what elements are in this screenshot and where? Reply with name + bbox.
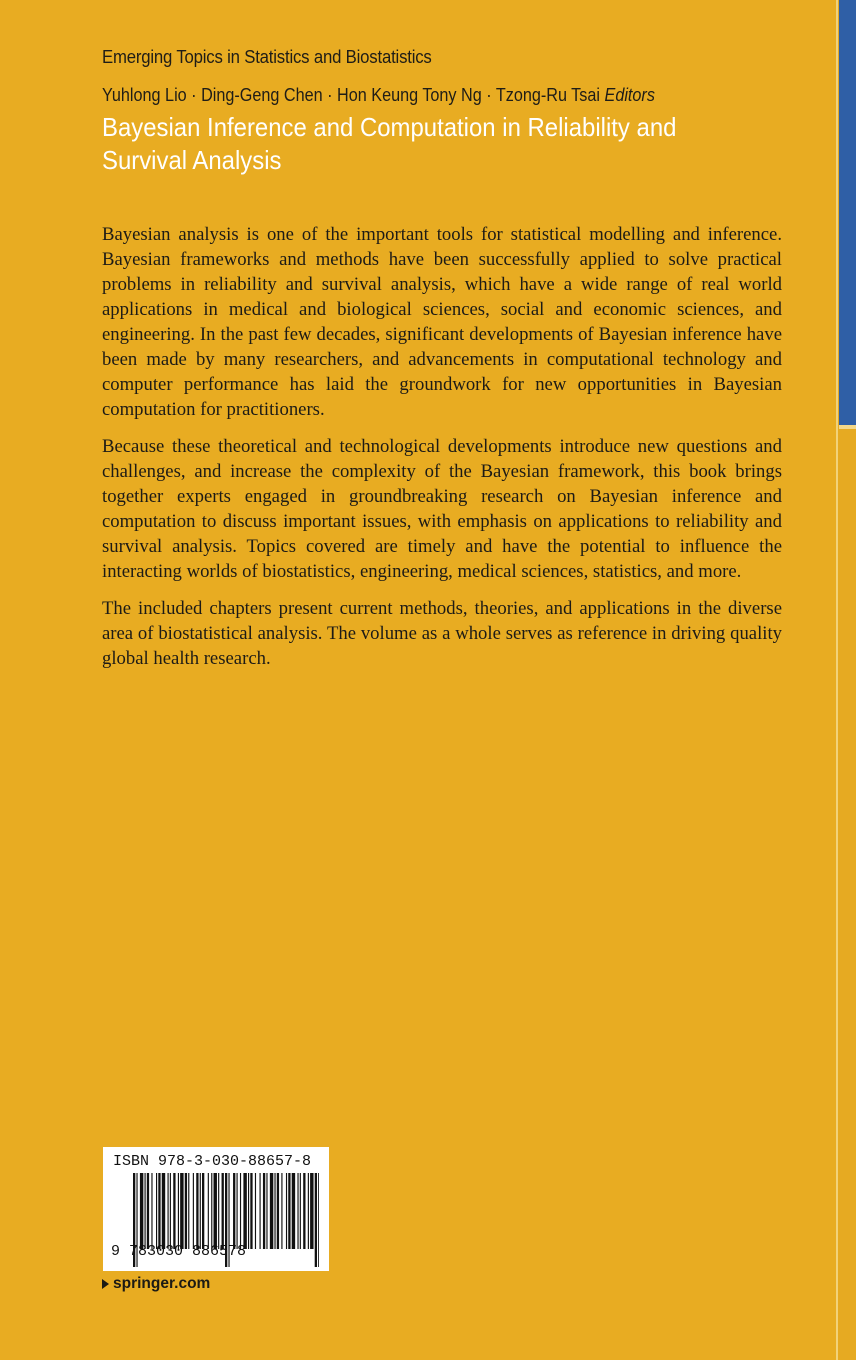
series-title: Emerging Topics in Statistics and Biostatistics: [102, 47, 432, 67]
barcode-bar: [266, 1173, 267, 1249]
description-paragraph: Because these theoretical and technological developments introduce new questions and challenges, and increase the complexity of the Bayesian framework, this book brings together experts engaged in groundbreaking research on Bayesian inference and computation to discuss important issues, with emphasis on applications to reliability and survival analysis. Topics covered are timely and have the potential to influence the interacting worlds of biostatistics, engineering, medical sciences, statistics, and more.: [102, 436, 782, 582]
isbn-barcode: [103, 1147, 329, 1271]
barcode-bar: [222, 1173, 224, 1249]
barcode-bar: [243, 1173, 246, 1249]
barcode-bar: [260, 1173, 261, 1249]
barcode-bar: [196, 1173, 198, 1249]
barcode-bar: [297, 1173, 298, 1249]
barcode-bar: [218, 1173, 219, 1249]
barcode-bar: [274, 1173, 275, 1249]
barcode-bar: [310, 1173, 313, 1249]
barcode-bar: [188, 1173, 189, 1249]
publisher-link[interactable]: [102, 1275, 210, 1293]
barcode-bar: [162, 1173, 165, 1249]
barcode-bar: [214, 1173, 217, 1249]
description-paragraph: Bayesian analysis is one of the important tools for statistical modelling and inference. Bayesian frameworks and methods have been successfully applied to solve practical problems in reliability and survival analysis, which have a wide range of real world applications in medical and biological sciences, social and economic sciences, and engineering. In the past few decades, significant developments of Bayesian inference have been made by many researchers, and advancements in computational technology and computer performance has laid the groundwork for new opportunities in Bayesian computation for practitioners.: [102, 224, 782, 420]
spine-divider: [836, 0, 838, 1360]
barcode-bar: [277, 1173, 279, 1249]
barcode-bar: [308, 1173, 309, 1249]
barcode-bar: [173, 1173, 175, 1249]
publisher-link-text[interactable]: springer.com: [113, 1275, 211, 1292]
barcode-bar: [156, 1173, 157, 1249]
barcode-bar: [170, 1173, 171, 1249]
barcode-bar: [315, 1173, 317, 1267]
barcode-bar: [286, 1173, 287, 1249]
editors-label: Editors: [604, 85, 655, 105]
barcode-bar: [292, 1173, 295, 1249]
barcode-bar: [208, 1173, 209, 1249]
arrow-right-icon: [102, 1279, 109, 1289]
barcode-bar: [202, 1173, 204, 1249]
barcode-bar: [237, 1173, 238, 1249]
barcode-bar: [263, 1173, 265, 1249]
barcode-bar: [178, 1173, 179, 1249]
barcode-bar: [281, 1173, 282, 1249]
barcode-bar: [300, 1173, 301, 1249]
editor-names: Yuhlong Lio · Ding-Geng Chen · Hon Keung Tony Ng · Tzong-Ru Tsai: [102, 85, 600, 105]
barcode-bar: [211, 1173, 212, 1249]
barcode-bar: [193, 1173, 194, 1249]
book-title: Bayesian Inference and Computation in Reliability and Survival Analysis: [102, 112, 677, 175]
barcode-bar: [240, 1173, 241, 1249]
barcode-bar: [180, 1173, 183, 1249]
barcode-bar: [158, 1173, 160, 1249]
barcode-bar: [185, 1173, 187, 1249]
barcode-bar: [303, 1173, 305, 1249]
barcode-bar: [140, 1173, 143, 1249]
barcode-bar: [151, 1173, 152, 1249]
spine-band-separator: [839, 425, 856, 429]
barcode-bar: [255, 1173, 256, 1249]
barcode-bar: [270, 1173, 273, 1249]
barcode-digits: 9 783030 886578: [111, 1243, 247, 1260]
description-paragraph: The included chapters present current methods, theories, and applications in the diverse area of biostatistical analysis. The volume as a whole serves as reference in driving quality global health research.: [102, 598, 782, 669]
editors-line: [102, 85, 655, 106]
isbn-label: ISBN 978-3-030-88657-8: [113, 1153, 312, 1170]
barcode-bar: [168, 1173, 169, 1249]
book-description: [102, 222, 782, 683]
barcode-bar: [147, 1173, 149, 1249]
barcode-bar: [145, 1173, 146, 1249]
spine-color-band: [839, 0, 856, 425]
barcode-bar: [250, 1173, 252, 1249]
barcode-bar: [288, 1173, 290, 1249]
barcode-bar: [233, 1173, 235, 1249]
barcode-bar: [200, 1173, 201, 1249]
barcode-bar: [248, 1173, 249, 1249]
barcode-bar: [318, 1173, 319, 1267]
